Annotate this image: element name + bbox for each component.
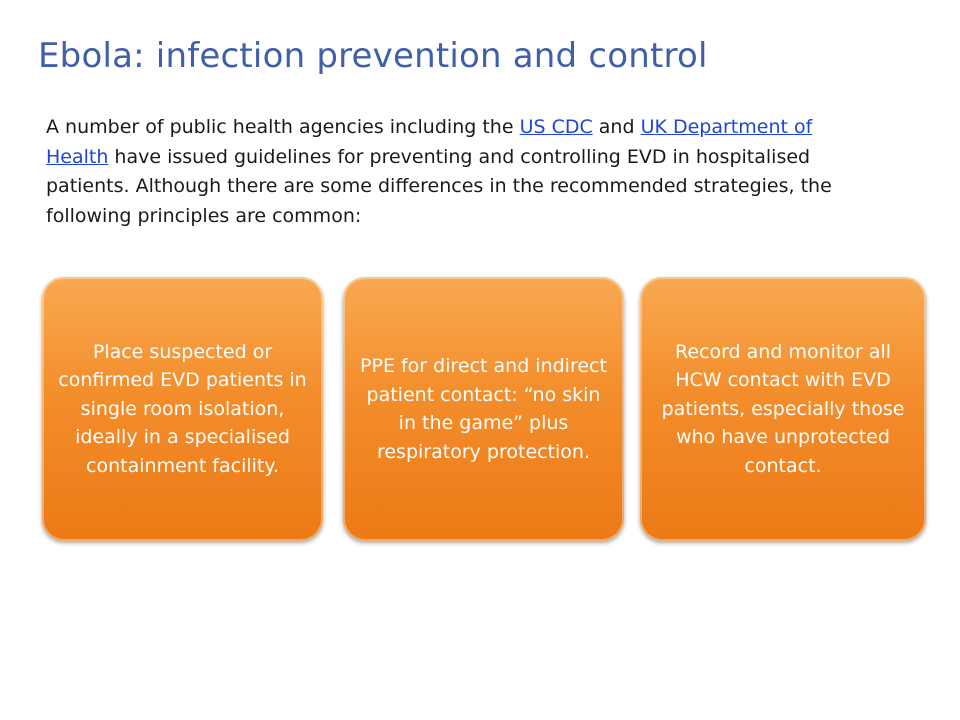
intro-text-between: and [592, 116, 641, 138]
intro-text-after: have issued guidelines for preventing and controlling EVD in hospitalised patients. Although there are some differences in the recommended strategies, the following principles are common: [46, 145, 832, 227]
uk-department-of-health-link[interactable]: UK Department of Health [46, 116, 813, 168]
principle-text: Record and monitor all HCW contact with EVD patients, especially those who have unprotected contact. [661, 340, 905, 477]
intro-paragraph [46, 113, 846, 231]
intro-text-before: A number of public health agencies including the [46, 116, 520, 138]
principle-text: PPE for direct and indirect patient contact: “no skin in the game” plus respiratory protection. [360, 355, 607, 463]
principle-card-monitoring [640, 277, 926, 541]
slide-title: Ebola: infection prevention and control [38, 36, 708, 76]
principle-card-ppe [343, 277, 624, 541]
principle-card-isolation [42, 277, 323, 541]
us-cdc-link[interactable]: US CDC [519, 116, 593, 138]
principle-text: Place suspected or confirmed EVD patients in single room isolation, ideally in a specialised containment facility. [58, 340, 307, 477]
